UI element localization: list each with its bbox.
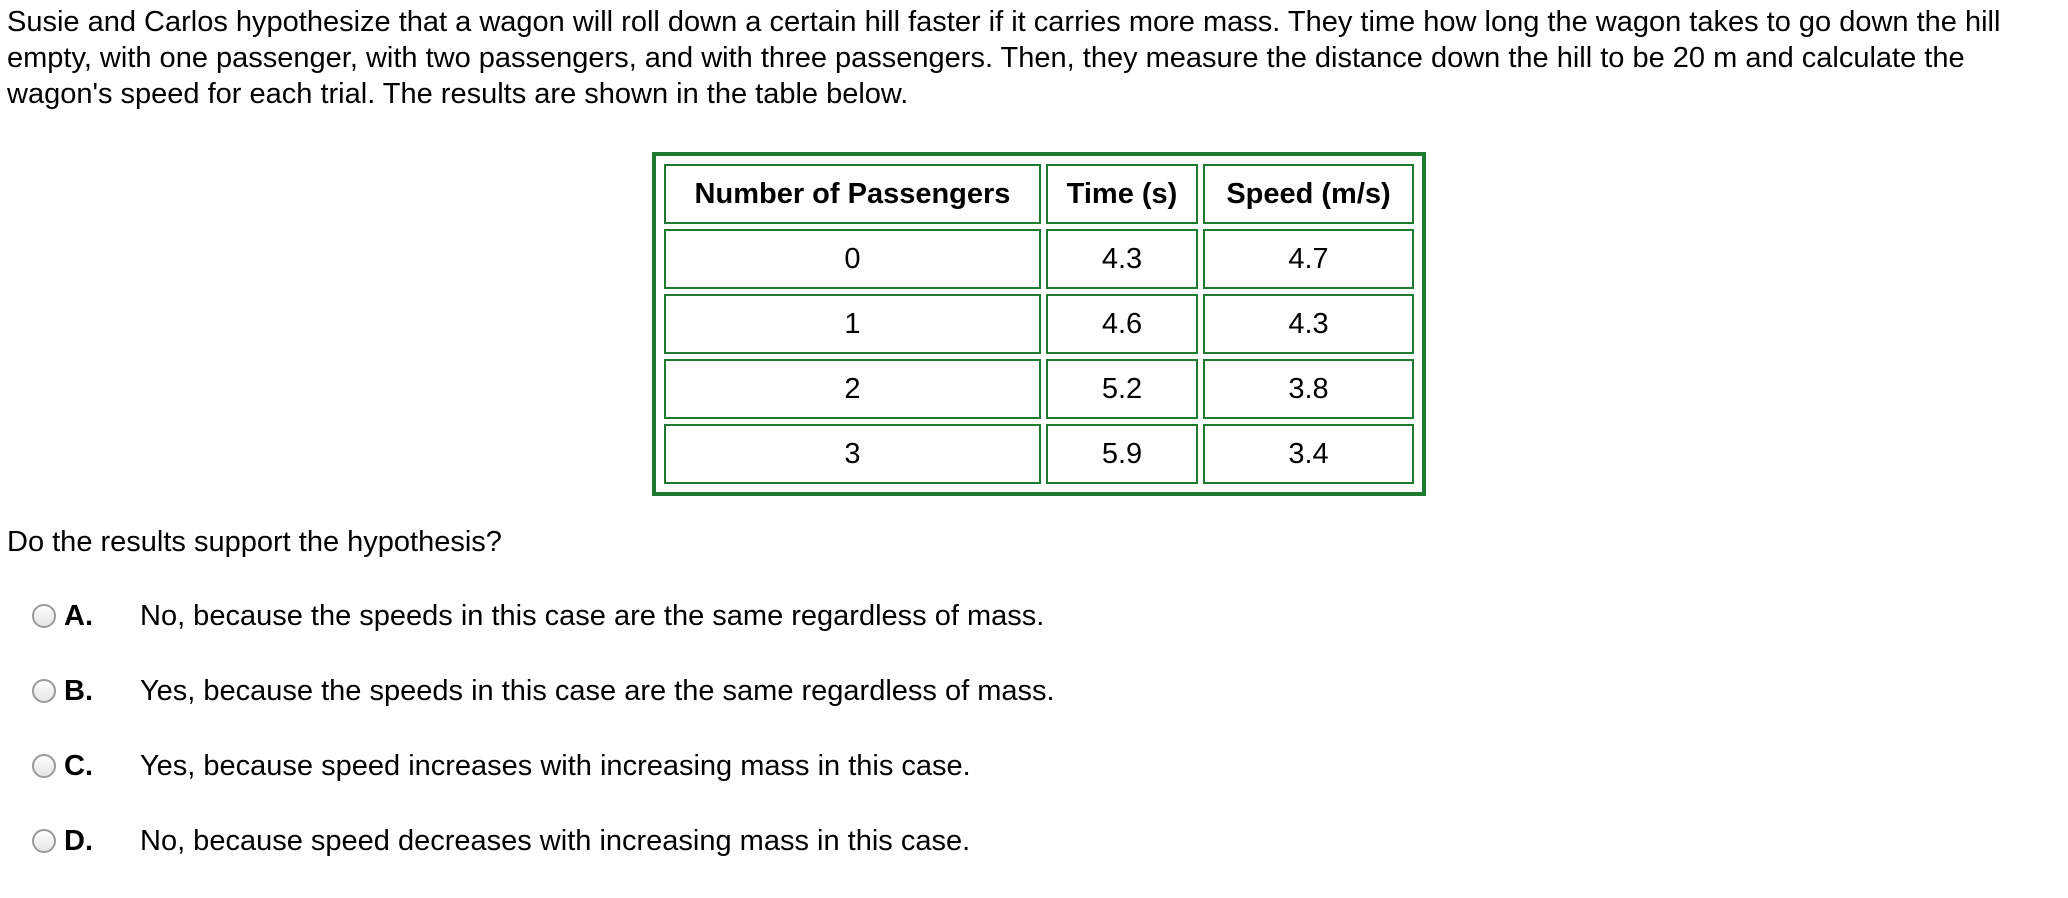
cell-speed: 3.8	[1203, 359, 1414, 419]
header-time: Time (s)	[1046, 164, 1198, 224]
choice-text: No, because speed decreases with increasing mass in this case.	[140, 824, 971, 857]
choice-letter: C.	[64, 749, 93, 782]
cell-passengers: 2	[664, 359, 1041, 419]
cell-speed: 3.4	[1203, 424, 1414, 484]
choice-letter: D.	[64, 824, 93, 857]
cell-time: 5.9	[1046, 424, 1198, 484]
header-speed: Speed (m/s)	[1203, 164, 1414, 224]
radio-button-d[interactable]	[32, 829, 56, 853]
table-row	[664, 359, 1414, 419]
cell-speed: 4.3	[1203, 294, 1414, 354]
cell-time: 4.6	[1046, 294, 1198, 354]
choice-text: Yes, because speed increases with increasing mass in this case.	[140, 749, 971, 782]
choice-letter: B.	[64, 674, 93, 707]
choice-d[interactable]	[32, 823, 1055, 859]
cell-passengers: 0	[664, 229, 1041, 289]
choice-text: Yes, because the speeds in this case are the same regardless of mass.	[140, 674, 1055, 707]
table-row	[664, 229, 1414, 289]
choice-a[interactable]	[32, 598, 1055, 634]
choice-b[interactable]	[32, 673, 1055, 709]
answer-choices	[32, 598, 1055, 898]
cell-speed: 4.7	[1203, 229, 1414, 289]
cell-time: 5.2	[1046, 359, 1198, 419]
header-number-of-passengers: Number of Passengers	[664, 164, 1041, 224]
radio-button-a[interactable]	[32, 604, 56, 628]
radio-button-b[interactable]	[32, 679, 56, 703]
results-table	[659, 159, 1419, 489]
results-table-frame	[652, 152, 1426, 496]
cell-time: 4.3	[1046, 229, 1198, 289]
question-prompt: Do the results support the hypothesis?	[7, 526, 502, 558]
radio-button-c[interactable]	[32, 754, 56, 778]
table-row	[664, 424, 1414, 484]
cell-passengers: 3	[664, 424, 1041, 484]
question-stem: Susie and Carlos hypothesize that a wagon will roll down a certain hill faster if it carries more mass. They time how long the wagon takes to go down the hill empty, with one passenger, with two passengers, and with three passengers. Then, they measure the distance down the hill to be 20 m and calculate the wagon's speed for each trial. The results are shown in the table below.	[7, 6, 2001, 110]
choice-c[interactable]	[32, 748, 1055, 784]
choice-letter: A.	[64, 599, 93, 632]
table-row	[664, 294, 1414, 354]
choice-text: No, because the speeds in this case are the same regardless of mass.	[140, 599, 1045, 632]
cell-passengers: 1	[664, 294, 1041, 354]
table-header-row	[664, 164, 1414, 224]
